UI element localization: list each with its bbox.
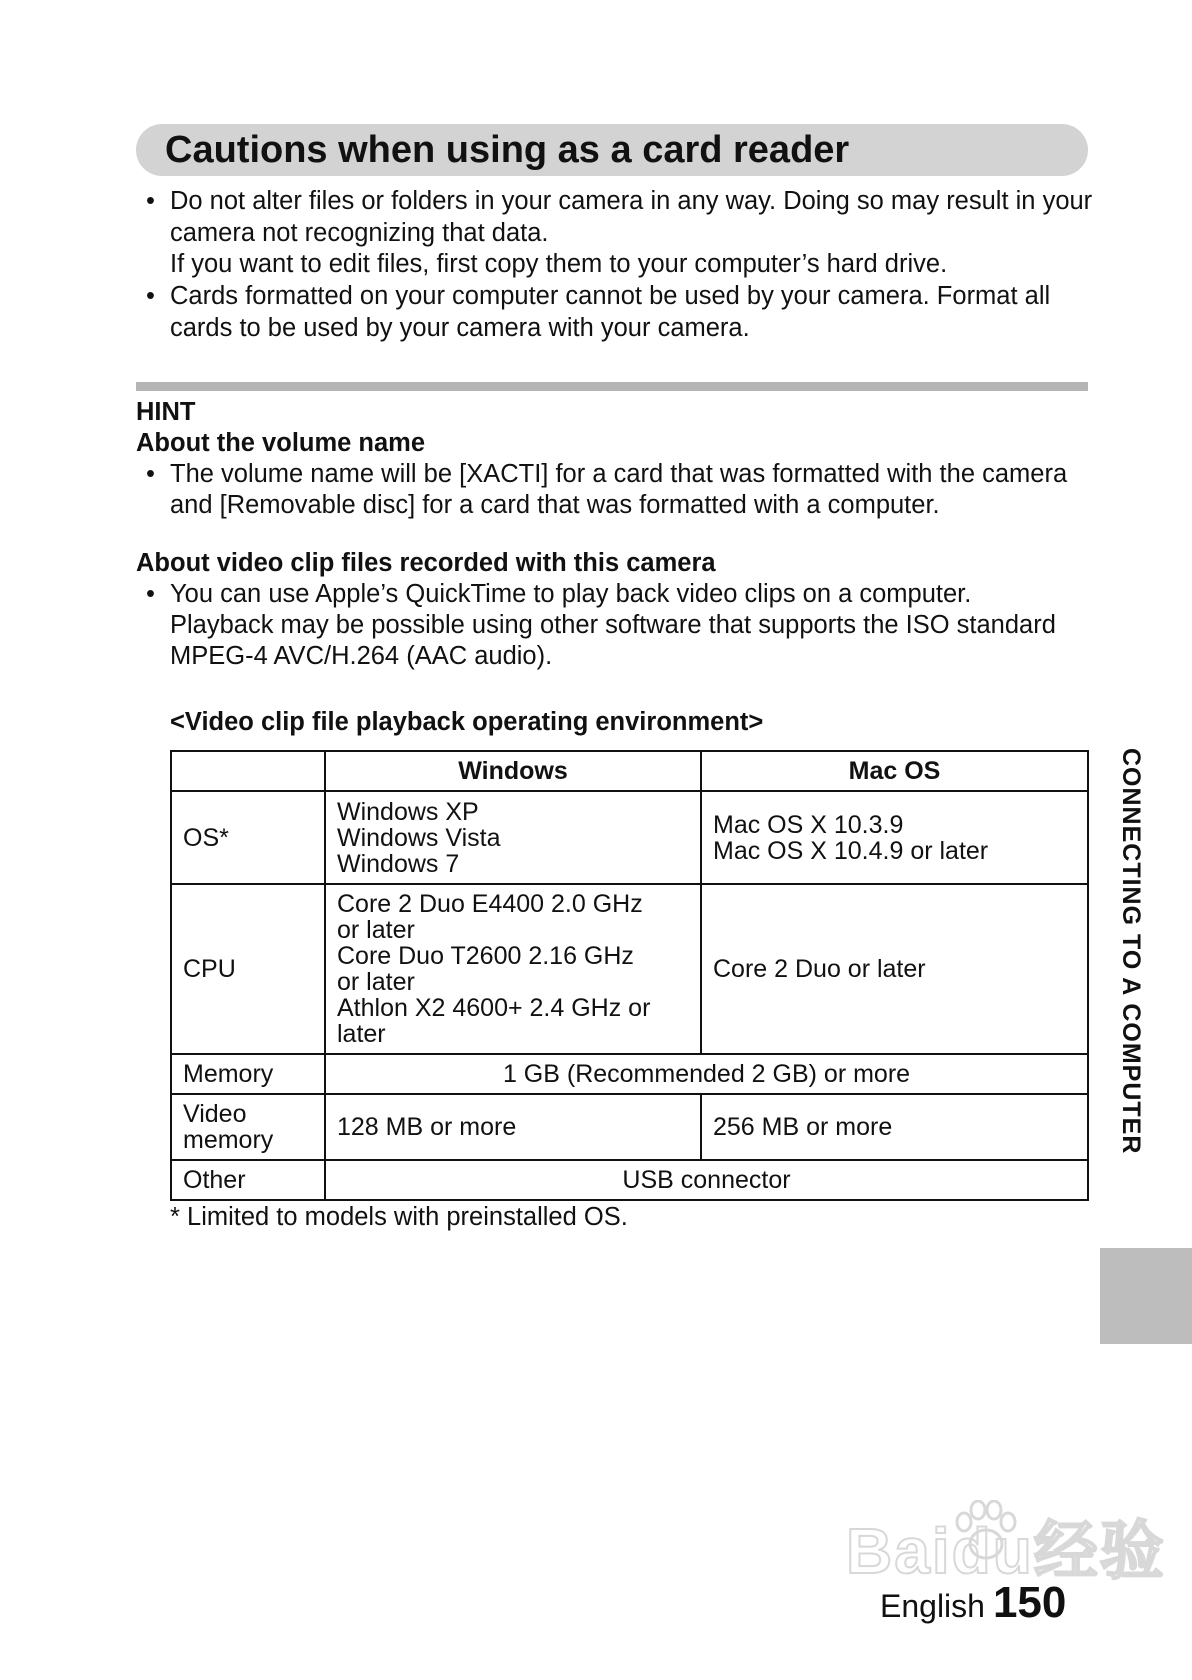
cell-line: Core Duo T2600 2.16 GHz: [337, 942, 634, 970]
hint-volume-title: About the volume name: [136, 429, 426, 457]
hint-volume-text: The volume name will be [XACTI] for a card that was formatted with the camera and [Removable disc] for a card that was formatted with a computer.: [170, 460, 1068, 519]
cell-line: memory: [183, 1126, 274, 1154]
environment-title: <Video clip file playback operating environment>: [170, 708, 764, 736]
cell-line: Windows 7: [337, 849, 460, 878]
paw-watermark-icon: [950, 1500, 1020, 1564]
page-language: English: [880, 1588, 985, 1624]
page-footer: [880, 1578, 1066, 1628]
caution-text: Cards formatted on your computer cannot be used by your camera. Format all cards to be used by your camera with your camera.: [170, 282, 1051, 342]
table-footnote: * Limited to models with preinstalled OS.: [170, 1203, 628, 1231]
header-cell-macos: Mac OS: [701, 751, 1088, 791]
cell-os-windows: [325, 791, 701, 884]
cell-line: Windows XP: [337, 797, 479, 826]
cell-os-mac: [701, 791, 1088, 884]
row-label-cpu: CPU: [171, 884, 325, 1054]
caution-text: Do not alter files or folders in your camera in any way. Doing so may result in your camera not recognizing that data.: [170, 187, 1093, 247]
row-label-memory: Memory: [171, 1054, 325, 1094]
cell-cpu-mac: Core 2 Duo or later: [701, 884, 1088, 1054]
cell-line: Athlon X2 4600+ 2.4 GHz or: [337, 994, 651, 1022]
section-title: Cautions when using as a card reader: [165, 129, 850, 171]
cell-memory: 1 GB (Recommended 2 GB) or more: [325, 1054, 1088, 1094]
table-row-memory: [171, 1054, 1088, 1094]
chapter-side-tab: [1100, 1248, 1192, 1344]
table-row-other: [171, 1160, 1088, 1200]
cell-video-memory-mac: 256 MB or more: [701, 1094, 1088, 1160]
cell-line: Mac OS X 10.3.9: [713, 810, 904, 839]
cell-line: Video: [183, 1100, 247, 1128]
row-label-os: OS*: [171, 791, 325, 884]
hint-video-title: About video clip files recorded with this camera: [136, 549, 716, 577]
hint-volume-item: [146, 459, 1096, 521]
cell-line: Windows Vista: [337, 823, 501, 852]
cell-line: later: [337, 1020, 386, 1048]
hint-label: HINT: [136, 398, 196, 426]
cell-line: Mac OS X 10.4.9 or later: [713, 836, 989, 865]
hint-video-text: You can use Apple’s QuickTime to play back video clips on a computer.: [170, 580, 972, 608]
page-number: 150: [992, 1578, 1067, 1627]
caution-item: [146, 186, 1096, 281]
bullet-icon: •: [146, 282, 155, 310]
table-row-cpu: [171, 884, 1088, 1054]
hint-video-item: [146, 579, 1096, 672]
cell-other: USB connector: [325, 1160, 1088, 1200]
bullet-icon: •: [146, 187, 155, 215]
row-label-other: Other: [171, 1160, 325, 1200]
table-header-row: [171, 751, 1088, 791]
hint-divider: [136, 382, 1088, 391]
baidu-watermark: Baidu经验: [846, 1515, 1166, 1587]
header-cell-windows: Windows: [325, 751, 701, 791]
table-row-os: [171, 791, 1088, 884]
environment-table: [170, 750, 1089, 1201]
chapter-side-label: CONNECTING TO A COMPUTER: [1117, 748, 1145, 1155]
caution-item: [146, 281, 1096, 344]
cell-line: or later: [337, 916, 415, 944]
hint-video-text-continued: Playback may be possible using other software that supports the ISO standard MPEG-4 AVC/H.264 (AAC audio).: [170, 611, 1056, 670]
cell-video-memory-windows: 128 MB or more: [325, 1094, 701, 1160]
bullet-icon: •: [146, 580, 155, 608]
header-cell-empty: [171, 751, 325, 791]
cell-cpu-windows: [325, 884, 701, 1054]
row-label-video-memory: [171, 1094, 325, 1160]
cell-line: or later: [337, 968, 415, 996]
bullet-icon: •: [146, 460, 155, 488]
cell-line: Core 2 Duo E4400 2.0 GHz: [337, 890, 643, 918]
caution-text-continued: If you want to edit files, first copy them to your computer’s hard drive.: [170, 250, 948, 278]
table-row-video-memory: [171, 1094, 1088, 1160]
